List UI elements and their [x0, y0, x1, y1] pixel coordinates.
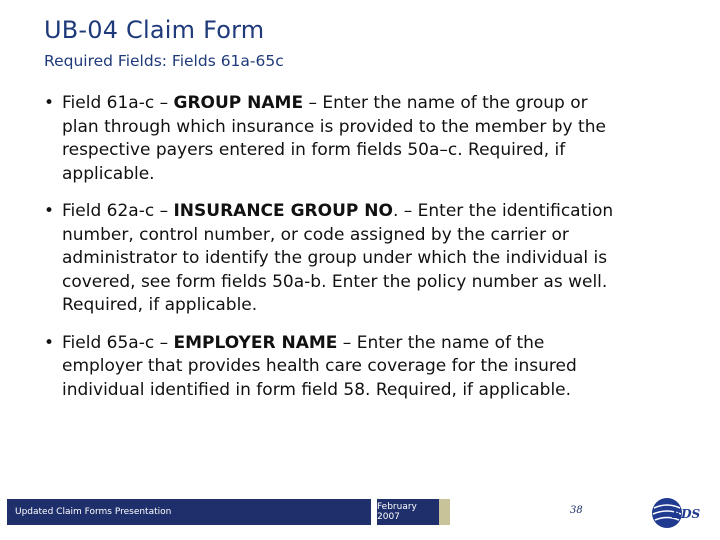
bullet-prefix: Field 62a-c – [62, 201, 174, 221]
logo-text: EDS [672, 507, 701, 521]
bullet-marker: • [44, 201, 55, 221]
eds-logo [650, 496, 710, 530]
footer-accent-bar [439, 499, 450, 525]
bullet-emphasis: GROUP NAME [173, 93, 304, 113]
bullet-prefix: Field 65a-c – [62, 332, 174, 353]
bullet-item-insurance-group-no [44, 200, 624, 318]
slide-subtitle: Required Fields: Fields 61a-65c [44, 52, 284, 70]
bullet-emphasis: INSURANCE GROUP NO [173, 201, 393, 221]
footer-presentation-label: Updated Claim Forms Presentation [7, 499, 371, 525]
slide-title: UB-04 Claim Form [44, 16, 265, 44]
bullet-text: – Enter the name of the group or plan through which insurance is provided to the member by the respective payers entered in form fields 50a–c. Required, if applicable. [62, 93, 606, 184]
bullet-marker: • [44, 332, 55, 353]
footer-date: February 2007 [377, 499, 439, 525]
bullet-marker: • [44, 93, 55, 113]
bullet-item-group-name [44, 92, 624, 186]
bullet-emphasis: EMPLOYER NAME [173, 332, 338, 353]
bullet-list [44, 92, 624, 416]
bullet-text: . – Enter the identification number, control number, or code assigned by the carrier or administrator to identify the group under which the individual is covered, see form fields 50a-b. Enter the policy number as well. Required, if applicable. [62, 201, 614, 315]
bullet-prefix: Field 61a-c – [62, 93, 174, 113]
page-number: 38 [570, 505, 583, 516]
bullet-item-employer-name [44, 332, 624, 403]
bullet-text: – Enter the name of the employer that provides health care coverage for the insured individual identified in form field 58. Required, if applicable. [62, 332, 577, 400]
